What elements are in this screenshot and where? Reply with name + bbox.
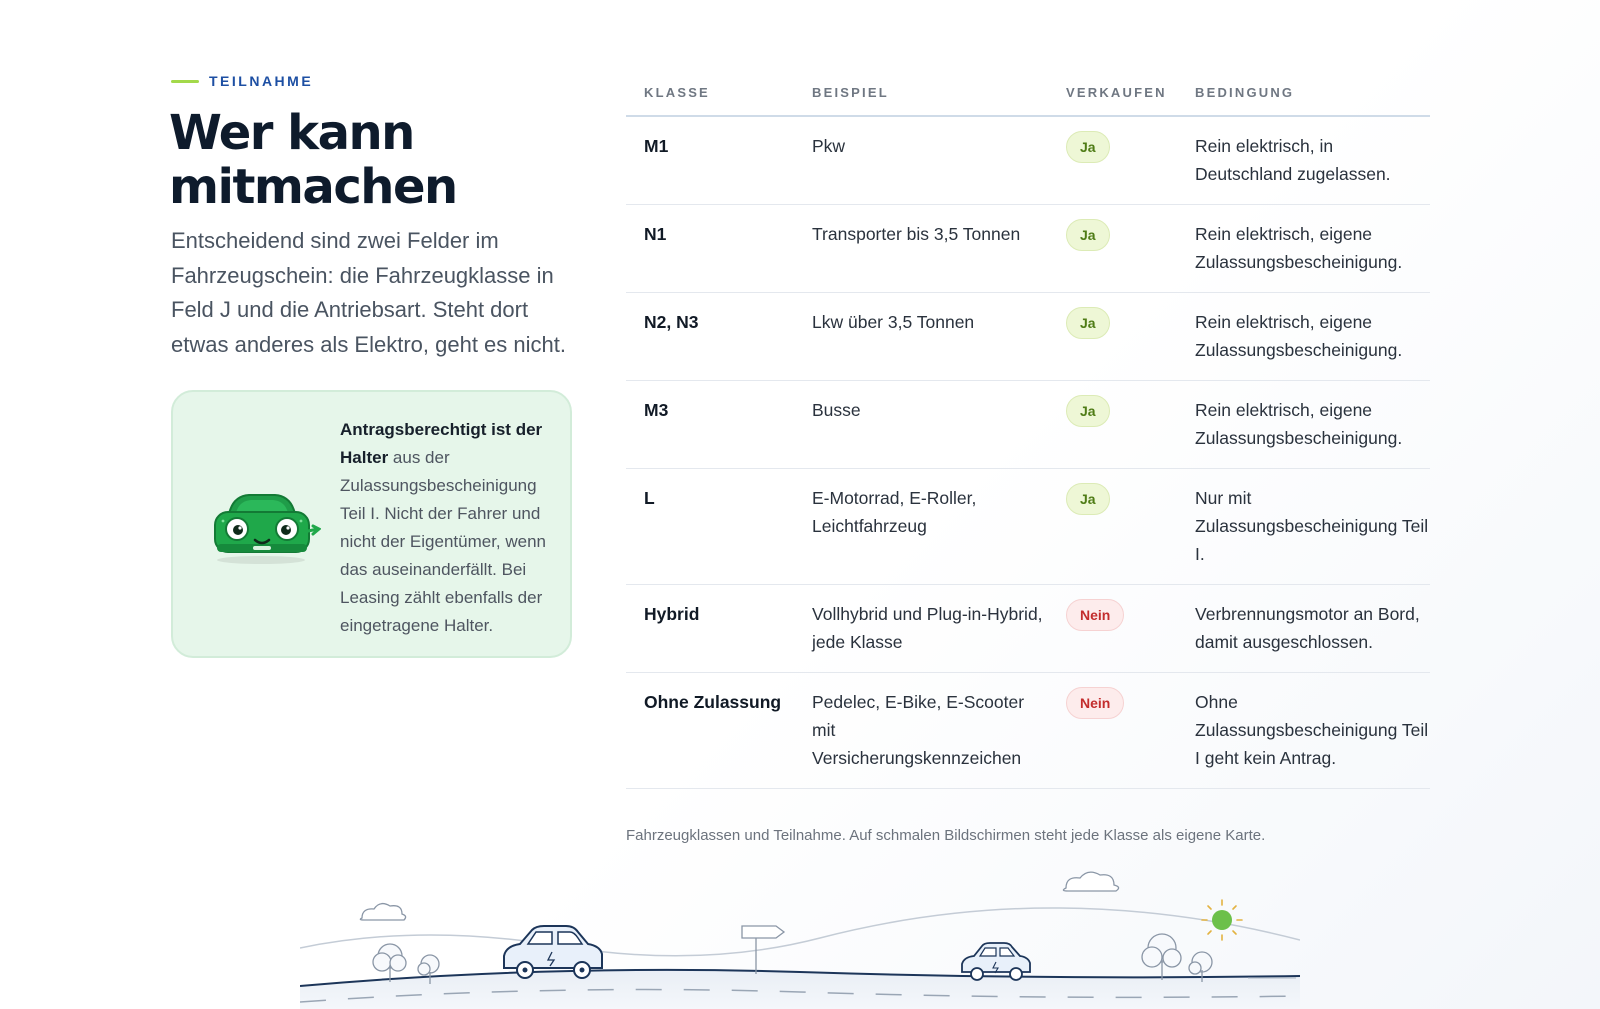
table-caption: Fahrzeugklassen und Teilnahme. Auf schmalen Bildschirmen steht jede Klasse als eigene Karte.	[626, 827, 1266, 844]
status-badge: Ja	[1066, 131, 1110, 163]
cell-beispiel: Pedelec, E-Bike, E-Scooter mit Versicherungskennzeichen	[794, 673, 1048, 789]
cell-bedingung: Rein elektrisch, in Deutschland zugelassen.	[1177, 116, 1430, 205]
status-badge: Nein	[1066, 599, 1124, 631]
cell-klasse: L	[626, 469, 794, 585]
cell-bedingung: Verbrennungsmotor an Bord, damit ausgeschlossen.	[1177, 585, 1430, 673]
cell-verkaufen	[1048, 116, 1177, 205]
cell-bedingung: Rein elektrisch, eigene Zulassungsbescheinigung.	[1177, 381, 1430, 469]
table-row	[626, 293, 1430, 381]
vehicle-class-table	[626, 76, 1430, 789]
status-badge: Ja	[1066, 219, 1110, 251]
cell-klasse: N1	[626, 205, 794, 293]
status-badge: Ja	[1066, 307, 1110, 339]
section-eyebrow	[171, 73, 313, 89]
cell-bedingung: Rein elektrisch, eigene Zulassungsbescheinigung.	[1177, 293, 1430, 381]
cell-bedingung: Ohne Zulassungsbescheinigung Teil I geht kein Antrag.	[1177, 673, 1430, 789]
car-illustration-left	[504, 926, 602, 978]
cell-klasse: Ohne Zulassung	[626, 673, 794, 789]
page-title: Wer kann mitmachen	[169, 105, 457, 215]
eligibility-info-box	[171, 390, 572, 658]
cell-klasse: Hybrid	[626, 585, 794, 673]
eligibility-info-body: aus der Zulassungsbescheinigung Teil I. Nicht der Fahrer und nicht der Eigentümer, wenn das auseinanderfällt. Bei Leasing zählt ebenfalls der eingetragene Halter.	[340, 448, 547, 635]
cell-beispiel: Pkw	[794, 116, 1048, 205]
eyebrow-label: TEILNAHME	[209, 73, 314, 89]
eligibility-info-text	[340, 416, 560, 640]
table-row	[626, 116, 1430, 205]
cell-verkaufen	[1048, 205, 1177, 293]
cell-beispiel: Lkw über 3,5 Tonnen	[794, 293, 1048, 381]
lead-paragraph: Entscheidend sind zwei Felder im Fahrzeugschein: die Fahrzeugklasse in Feld J und die Antriebsart. Steht dort etwas anderes als Elektro, geht es nicht.	[171, 228, 566, 357]
cell-verkaufen	[1048, 469, 1177, 585]
car-illustration-right	[962, 943, 1030, 980]
column-header-klasse: KLASSE	[626, 76, 794, 116]
cell-beispiel: Busse	[794, 381, 1048, 469]
cell-bedingung: Rein elektrisch, eigene Zulassungsbescheinigung.	[1177, 205, 1430, 293]
table-row	[626, 673, 1430, 789]
cell-verkaufen	[1048, 673, 1177, 789]
cell-beispiel: Vollhybrid und Plug-in-Hybrid, jede Klasse	[794, 585, 1048, 673]
column-header-verkaufen: VERKAUFEN	[1048, 76, 1177, 116]
table-row	[626, 469, 1430, 585]
landscape-illustration	[300, 868, 1300, 1009]
cell-beispiel: Transporter bis 3,5 Tonnen	[794, 205, 1048, 293]
cell-klasse: N2, N3	[626, 293, 794, 381]
table-header-row	[626, 76, 1430, 116]
cell-bedingung: Nur mit Zulassungsbescheinigung Teil I.	[1177, 469, 1430, 585]
table-row	[626, 585, 1430, 673]
car-mascot-icon	[209, 488, 321, 568]
eligibility-info-emphasis: Antragsberechtigt ist der Halter	[340, 420, 543, 467]
cell-klasse: M3	[626, 381, 794, 469]
cell-beispiel: E-Motorrad, E-Roller, Leichtfahrzeug	[794, 469, 1048, 585]
cell-verkaufen	[1048, 293, 1177, 381]
table-row	[626, 205, 1430, 293]
table-row	[626, 381, 1430, 469]
status-badge: Ja	[1066, 483, 1110, 515]
column-header-beispiel: BEISPIEL	[794, 76, 1048, 116]
eyebrow-accent-line	[171, 80, 199, 83]
cell-verkaufen	[1048, 381, 1177, 469]
cell-verkaufen	[1048, 585, 1177, 673]
column-header-bedingung: BEDINGUNG	[1177, 76, 1430, 116]
vehicle-class-table-wrapper	[626, 76, 1430, 789]
status-badge: Nein	[1066, 687, 1124, 719]
status-badge: Ja	[1066, 395, 1110, 427]
cell-klasse: M1	[626, 116, 794, 205]
